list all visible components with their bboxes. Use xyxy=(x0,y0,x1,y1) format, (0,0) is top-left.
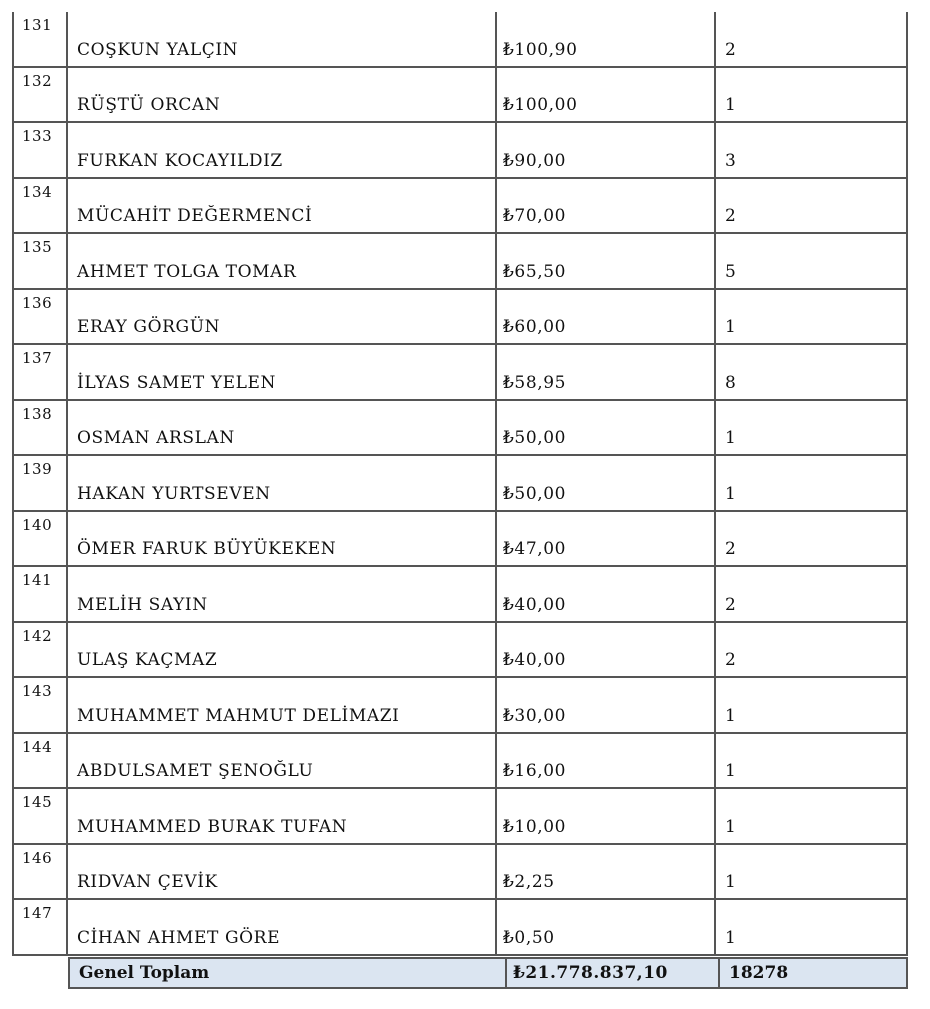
row-index-cell xyxy=(12,900,68,954)
donation-count-cell xyxy=(716,678,908,732)
table-row xyxy=(12,678,908,734)
donation-count: 2 xyxy=(725,650,737,670)
donor-name-cell xyxy=(68,845,497,899)
donation-count-cell xyxy=(716,345,908,399)
donation-amount: ₺30,00 xyxy=(503,705,567,726)
donor-name: RIDVAN ÇEVİK xyxy=(77,872,218,892)
donation-amount: ₺58,95 xyxy=(503,372,567,393)
row-index-cell xyxy=(12,567,68,621)
row-index: 136 xyxy=(22,293,53,312)
donor-name-cell xyxy=(68,900,497,954)
donation-count: 1 xyxy=(725,705,737,726)
donation-amount-cell xyxy=(497,678,716,732)
donation-amount: ₺40,00 xyxy=(503,594,567,615)
table-row xyxy=(12,512,908,568)
donation-amount: ₺0,50 xyxy=(503,927,555,948)
row-index-cell xyxy=(12,345,68,399)
donor-name: MUHAMMED BURAK TUFAN xyxy=(77,816,348,837)
donor-name-cell xyxy=(68,345,497,399)
row-index-cell xyxy=(12,123,68,177)
donation-count-cell xyxy=(716,123,908,177)
row-index: 134 xyxy=(22,182,53,201)
table-row xyxy=(12,290,908,346)
donation-amount-cell xyxy=(497,845,716,899)
donation-amount-cell xyxy=(497,123,716,177)
donation-count-cell xyxy=(716,623,908,677)
donor-name: ERAY GÖRGÜN xyxy=(77,317,221,337)
donation-amount-cell xyxy=(497,456,716,510)
donation-count-cell xyxy=(716,456,908,510)
donor-name-cell xyxy=(68,678,497,732)
donation-amount: ₺90,00 xyxy=(503,150,567,171)
total-count: 18278 xyxy=(718,959,788,987)
row-index: 135 xyxy=(22,238,53,256)
row-index-cell xyxy=(12,845,68,899)
donation-count-cell xyxy=(716,900,908,954)
donation-count: 1 xyxy=(725,95,737,115)
donor-name: ABDULSAMET ŞENOĞLU xyxy=(77,761,314,781)
table-row xyxy=(12,68,908,124)
table-row xyxy=(12,567,908,623)
donation-count: 2 xyxy=(725,206,737,226)
donation-count: 3 xyxy=(725,150,737,171)
total-label: Genel Toplam xyxy=(79,963,210,983)
table-row xyxy=(12,345,908,401)
row-index-cell xyxy=(12,179,68,233)
donation-amount-cell xyxy=(497,623,716,677)
donation-amount: ₺50,00 xyxy=(503,483,567,504)
row-index-cell xyxy=(12,12,68,66)
row-index: 147 xyxy=(22,904,53,922)
donation-count: 5 xyxy=(725,261,737,282)
donor-name-cell xyxy=(68,512,497,566)
row-index: 145 xyxy=(22,793,53,811)
donation-amount-cell xyxy=(497,234,716,288)
row-index-cell xyxy=(12,68,68,122)
donation-amount: ₺40,00 xyxy=(503,650,567,670)
row-index-cell xyxy=(12,234,68,288)
donor-name: MELİH SAYIN xyxy=(77,594,208,615)
table-row xyxy=(12,734,908,790)
donation-amount-cell xyxy=(497,345,716,399)
row-index-cell xyxy=(12,789,68,843)
donation-amount: ₺50,00 xyxy=(503,428,567,448)
row-index: 143 xyxy=(22,682,53,700)
total-amount: ₺21.778.837,10 xyxy=(505,959,668,987)
donor-table xyxy=(12,12,908,956)
donation-count-cell xyxy=(716,290,908,344)
row-index: 138 xyxy=(22,404,53,423)
table-row xyxy=(12,12,908,68)
donation-count-cell xyxy=(716,68,908,122)
row-index: 132 xyxy=(22,71,53,90)
donation-count-cell xyxy=(716,567,908,621)
donor-name-cell xyxy=(68,12,497,66)
donation-count: 1 xyxy=(725,927,737,948)
donor-name-cell xyxy=(68,734,497,788)
donor-name-cell xyxy=(68,567,497,621)
donor-name: HAKAN YURTSEVEN xyxy=(77,483,271,504)
donation-count: 1 xyxy=(725,428,737,448)
donation-amount: ₺60,00 xyxy=(503,317,567,337)
donor-name-cell xyxy=(68,623,497,677)
donation-count: 2 xyxy=(725,39,737,60)
donation-count-cell xyxy=(716,12,908,66)
donor-name-cell xyxy=(68,290,497,344)
donation-amount-cell xyxy=(497,12,716,66)
row-index: 144 xyxy=(22,737,53,756)
donor-name: ULAŞ KAÇMAZ xyxy=(77,650,218,670)
row-index: 137 xyxy=(22,349,53,367)
donor-name: RÜŞTÜ ORCAN xyxy=(77,95,221,115)
table-row xyxy=(12,179,908,235)
donation-count: 8 xyxy=(725,372,737,393)
row-index: 133 xyxy=(22,127,53,145)
donor-name-cell xyxy=(68,401,497,455)
donation-amount: ₺2,25 xyxy=(503,872,555,892)
donation-amount: ₺65,50 xyxy=(503,261,567,282)
donation-count: 2 xyxy=(725,539,737,559)
donor-name: İLYAS SAMET YELEN xyxy=(77,372,277,393)
donor-name-cell xyxy=(68,68,497,122)
donor-name: AHMET TOLGA TOMAR xyxy=(77,261,297,282)
row-index: 139 xyxy=(22,460,53,478)
donation-amount: ₺70,00 xyxy=(503,206,567,226)
donation-count-cell xyxy=(716,512,908,566)
donor-name-cell xyxy=(68,456,497,510)
donation-count-cell xyxy=(716,734,908,788)
donation-amount: ₺47,00 xyxy=(503,539,567,559)
donation-count: 1 xyxy=(725,872,737,892)
donation-amount-cell xyxy=(497,900,716,954)
table-row xyxy=(12,234,908,290)
donor-name-cell xyxy=(68,123,497,177)
row-index: 146 xyxy=(22,848,53,867)
donation-count-cell xyxy=(716,234,908,288)
donation-amount-cell xyxy=(497,734,716,788)
donor-name: MUHAMMET MAHMUT DELİMAZI xyxy=(77,705,400,726)
donation-amount-cell xyxy=(497,512,716,566)
total-row xyxy=(68,957,908,989)
donation-amount: ₺10,00 xyxy=(503,816,567,837)
row-index: 141 xyxy=(22,571,53,589)
donation-count: 1 xyxy=(725,483,737,504)
donation-amount-cell xyxy=(497,789,716,843)
donation-amount-cell xyxy=(497,179,716,233)
row-index: 131 xyxy=(22,16,53,34)
row-index: 142 xyxy=(22,626,53,645)
donation-count: 2 xyxy=(725,594,737,615)
donor-name: CİHAN AHMET GÖRE xyxy=(77,927,281,948)
table-row xyxy=(12,401,908,457)
donation-count: 1 xyxy=(725,317,737,337)
donor-name: MÜCAHİT DEĞERMENCİ xyxy=(77,206,313,226)
donation-amount: ₺100,90 xyxy=(503,39,578,60)
donor-name: FURKAN KOCAYILDIZ xyxy=(77,150,283,171)
donation-count-cell xyxy=(716,179,908,233)
donation-count-cell xyxy=(716,401,908,455)
donation-amount-cell xyxy=(497,567,716,621)
donation-count-cell xyxy=(716,845,908,899)
row-index-cell xyxy=(12,456,68,510)
table-row xyxy=(12,789,908,845)
donation-count: 1 xyxy=(725,816,737,837)
table-row xyxy=(12,623,908,679)
row-index-cell xyxy=(12,512,68,566)
row-index-cell xyxy=(12,290,68,344)
row-index-cell xyxy=(12,678,68,732)
donation-amount-cell xyxy=(497,290,716,344)
donor-name-cell xyxy=(68,234,497,288)
row-index-cell xyxy=(12,401,68,455)
donor-name: OSMAN ARSLAN xyxy=(77,428,235,448)
donor-name: ÖMER FARUK BÜYÜKEKEN xyxy=(77,539,337,559)
donation-count-cell xyxy=(716,789,908,843)
row-index-cell xyxy=(12,734,68,788)
table-row xyxy=(12,845,908,901)
donor-name-cell xyxy=(68,179,497,233)
row-index-cell xyxy=(12,623,68,677)
donor-name-cell xyxy=(68,789,497,843)
donation-amount: ₺16,00 xyxy=(503,761,567,781)
table-row xyxy=(12,456,908,512)
row-index: 140 xyxy=(22,515,53,534)
donation-amount-cell xyxy=(497,68,716,122)
donation-amount: ₺100,00 xyxy=(503,95,578,115)
table-row xyxy=(12,123,908,179)
donation-amount-cell xyxy=(497,401,716,455)
donation-count: 1 xyxy=(725,761,737,781)
table-row xyxy=(12,900,908,956)
donor-name: COŞKUN YALÇIN xyxy=(77,39,239,60)
